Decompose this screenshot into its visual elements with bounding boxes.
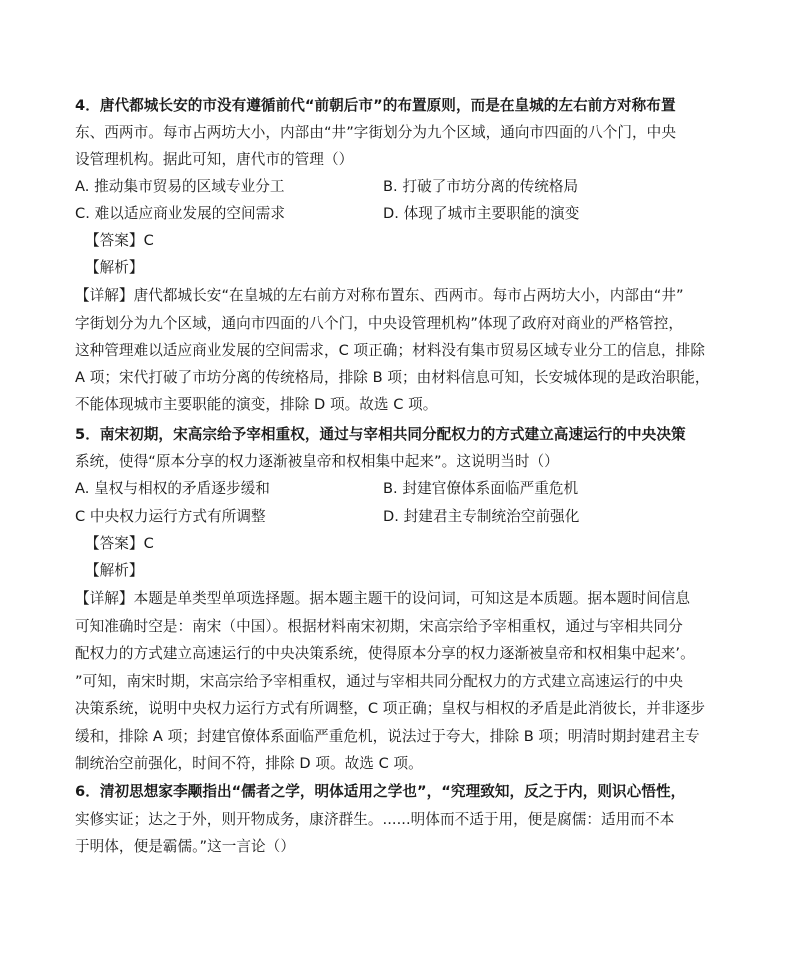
question-4-answer: 【答案】C <box>85 232 154 249</box>
question-4-explanation-line-3: 这种管理难以适应商业发展的空间需求，C 项正确；材料没有集市贸易区域专业分工的信息，排除 <box>75 342 705 359</box>
question-5-explanation-line-2: 可知准确时空是：南宋（中国）。根据材料南宋初期，宋高宗给予宰相重权，通过与宰相共同分 <box>75 618 683 635</box>
question-6-stem-line-1: 6．清初思想家李颙指出“儒者之学，明体适用之学也”，“究理致知，反之于内，则识心悟性， <box>75 783 686 800</box>
question-5-explanation-line-4: ”可知，南宋时期，宋高宗给予宰相重权，通过与宰相共同分配权力的方式建立高速运行的中央 <box>75 673 684 690</box>
question-4-option-b: B. 打破了市坊分离的传统格局 <box>383 178 579 195</box>
question-4-stem-line-2: 东、西两市。每市占两坊大小，内部由“井”字街划分为九个区域，通向市四面的八个门，中央 <box>75 124 676 141</box>
question-5-explanation-line-1: 【详解】本题是单类型单项选择题。据本题主题干的设问词，可知这是本质题。据本题时间信息 <box>75 590 691 607</box>
question-5-answer: 【答案】C <box>85 535 154 552</box>
question-5-explanation-line-3: 配权力的方式建立高速运行的中央决策系统，使得原本分享的权力逐渐被皇帝和权相集中起来’。 <box>75 645 695 662</box>
question-4-stem-line-3: 设管理机构。据此可知，唐代市的管理（） <box>75 151 354 168</box>
question-5-explanation-line-6: 缓和，排除 A 项；封建官僚体系面临严重危机，说法过于夸大，排除 B 项；明清时期封建君主专 <box>75 728 700 745</box>
question-5-explanation-line-5: 决策系统，说明中央权力运行方式有所调整，C 项正确；皇权与相权的矛盾是此消彼长，并非逐步 <box>75 700 705 717</box>
question-4-explanation-line-1: 【详解】唐代都城长安“在皇城的左右前方对称布置东、西两市。每市占两坊大小，内部由“井” <box>75 287 684 304</box>
question-4-option-a: A. 推动集市贸易的区域专业分工 <box>75 178 285 195</box>
question-4-stem-line-1: 4．唐代都城长安的市没有遵循前代“前朝后市”的布置原则，而是在皇城的左右前方对称布置 <box>75 97 676 114</box>
question-4-explanation-line-5: 不能体现城市主要职能的演变，排除 D 项。故选 C 项。 <box>75 396 438 413</box>
question-5-option-c: C 中央权力运行方式有所调整 <box>75 508 266 525</box>
question-5-analysis-heading: 【解析】 <box>85 562 144 579</box>
question-4-option-d: D. 体现了城市主要职能的演变 <box>383 205 580 222</box>
question-5-explanation-line-7: 制统治空前强化，时间不符，排除 D 项。故选 C 项。 <box>75 755 423 772</box>
question-5-stem-line-1: 5．南宋初期，宋高宗给予宰相重权，通过与宰相共同分配权力的方式建立高速运行的中央决策 <box>75 426 686 443</box>
question-4-option-c: C. 难以适应商业发展的空间需求 <box>75 205 285 222</box>
question-4-analysis-heading: 【解析】 <box>85 259 144 276</box>
question-4-explanation-line-2: 字街划分为九个区域，通向市四面的八个门，中央设管理机构”体现了政府对商业的严格管控， <box>75 315 684 332</box>
question-6-stem-line-3: 于明体，便是霸儒。”这一言论（） <box>75 838 295 855</box>
question-6-stem-line-2: 实修实证；达之于外，则开物成务，康济群生。......明体而不适于用，便是腐儒：适用而不本 <box>75 811 675 828</box>
question-5-option-b: B. 封建官僚体系面临严重危机 <box>383 480 579 497</box>
question-5-option-a: A. 皇权与相权的矛盾逐步缓和 <box>75 480 270 497</box>
question-5-option-d: D. 封建君主专制统治空前强化 <box>383 508 580 525</box>
question-4-explanation-line-4: A 项；宋代打破了市坊分离的传统格局，排除 B 项；由材料信息可知，长安城体现的是政治职能， <box>75 369 710 386</box>
question-5-stem-line-2: 系统，使得“原本分享的权力逐渐被皇帝和权相集中起来”。这说明当时（） <box>75 453 559 470</box>
